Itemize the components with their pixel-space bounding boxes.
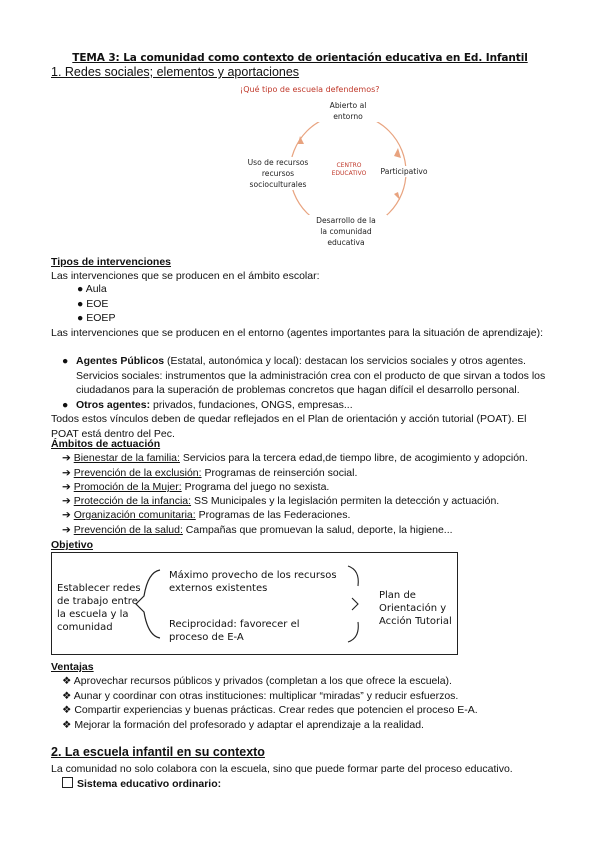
section-1-heading: 1. Redes sociales; elementos y aportaciones	[51, 65, 300, 79]
list-item: ➔ Prevención de la salud: Campañas que promuevan la salud, deporte, la higiene...	[62, 524, 453, 536]
interventions-heading: Tipos de intervenciones	[51, 256, 172, 268]
list-item: ➔ Promoción de la Mujer: Programa del juego no sexista.	[62, 481, 330, 493]
agent-public-item: ● Agentes Públicos (Estatal, autonómica y local): destacan los servicios sociales y otros agentes. Servicios sociales: instrumentos que la administración crea con el producto de que sirvan a todos los ciudadanos para la superación de problemas concretos que hagan difícil el desarrollo personal.	[62, 355, 546, 396]
arrow-icon	[394, 148, 401, 158]
section-2-heading: 2. La escuela infantil en su contexto	[51, 745, 265, 759]
bracket-bottom	[348, 622, 358, 642]
page-title: TEMA 3: La comunidad como contexto de orientación educativa en Ed. Infantil	[72, 52, 528, 64]
checkbox-item: Sistema educativo ordinario:	[62, 777, 221, 790]
brace-left	[136, 570, 160, 638]
checkbox-icon[interactable]	[62, 777, 73, 788]
diagram-question: ¡Qué tipo de escuela defendemos?	[240, 85, 380, 94]
section-2-text: La comunidad no solo colabora con la escuela, sino que puede formar parte del proceso educativo.	[51, 763, 513, 775]
list-item: ❖ Mejorar la formación del profesorado y adaptar el aprendizaje a la realidad.	[62, 719, 424, 731]
ventajas-heading: Ventajas	[51, 661, 94, 673]
objetivo-top: Máximo provecho de los recursos externos existentes	[169, 570, 337, 594]
objetivo-bottom: Reciprocidad: favorecer el proceso de E-A	[169, 619, 300, 643]
list-item: ● EOEP	[77, 312, 116, 324]
list-item: ● Aula	[77, 283, 107, 295]
poat-note: Todos estos vínculos deben de quedar reflejados en el Plan de orientación y acción tutorial (POAT). El POAT está dentro del Pec.	[51, 413, 527, 440]
objetivo-right: Plan de Orientación y Acción Tutorial	[379, 590, 452, 627]
list-item: ➔ Prevención de la exclusión: Programas de reinserción social.	[62, 467, 358, 479]
ambitos-heading: Ámbitos de actuación	[51, 438, 161, 450]
arrow-icon	[394, 192, 400, 200]
list-item: ➔ Bienestar de la familia: Servicios para la tercera edad,de tiempo libre, de acogimiento y adopción.	[62, 452, 528, 464]
diagram-center-label: CENTRO EDUCATIVO	[331, 162, 367, 177]
objetivo-left: Establecer redes de trabajo entre la escuela y la comunidad	[57, 583, 141, 633]
list-item: ➔ Organización comunitaria: Programas de las Federaciones.	[62, 509, 351, 521]
diagram-bottom-label: Desarrollo de la la comunidad educativa	[305, 215, 387, 248]
school-intro: Las intervenciones que se producen en el ámbito escolar:	[51, 270, 320, 282]
diagram-top-label: Abierto al entorno	[308, 100, 388, 122]
list-item: ● EOE	[77, 298, 109, 310]
list-item: ❖ Aprovechar recursos públicos y privados (completan a los que ofrece la escuela).	[62, 675, 452, 687]
list-item: ❖ Compartir experiencias y buenas prácticas. Crear redes que potencien el proceso E-A.	[62, 704, 478, 716]
diagram-right-label: Participativo	[376, 166, 432, 177]
objetivo-heading: Objetivo	[51, 539, 94, 551]
list-item: ❖ Aunar y coordinar con otras instituciones: multiplicar “miradas” y reducir esfuerzos.	[62, 690, 459, 702]
env-intro: Las intervenciones que se producen en el entorno (agentes importantes para la situación de aprendizaje):	[51, 327, 544, 339]
list-item: ➔ Protección de la infancia: SS Municipales y la legislación permiten la detección y actuación.	[62, 495, 500, 507]
bracket-top	[348, 566, 358, 586]
diagram-left-label: Uso de recursos recursos socioculturales	[240, 157, 316, 190]
chevron-right-icon	[352, 598, 358, 610]
agent-other-item: ● Otros agentes: privados, fundaciones, ONGS, empresas...	[62, 399, 353, 411]
